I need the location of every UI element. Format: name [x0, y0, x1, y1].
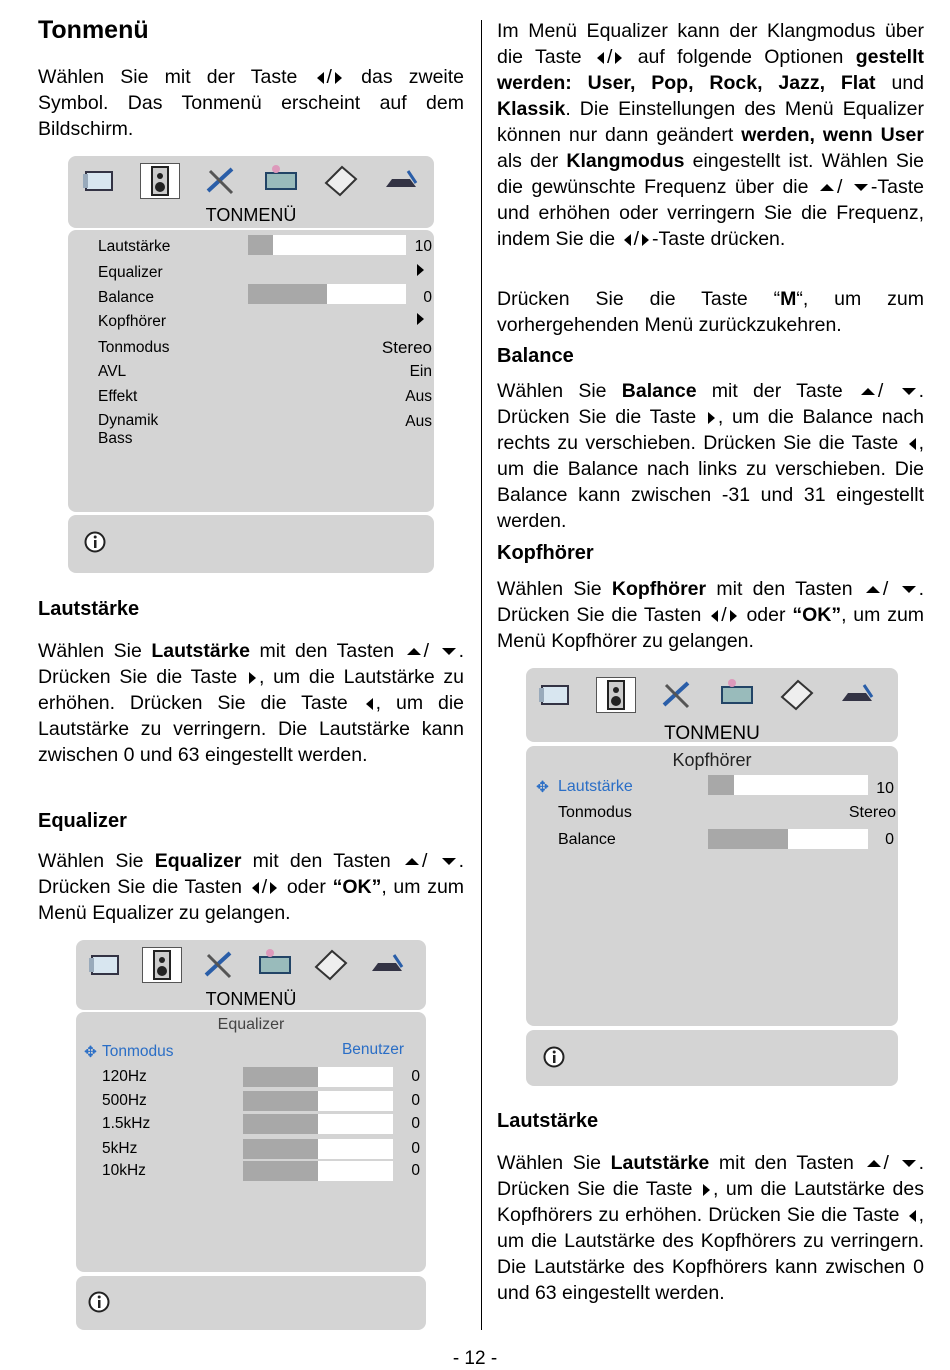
- text: , um die Balance nach links zu verschieben. Die Balance kann zwischen -31 und 31 eingestellt werden.: [497, 432, 924, 532]
- submenu-title-kopfhoerer: Kopfhörer: [672, 750, 752, 770]
- eq-band-value: 0: [411, 1162, 420, 1179]
- eq-band-bar[interactable]: [243, 1067, 393, 1087]
- text: mit den Tasten: [252, 850, 391, 872]
- kh-lautstaerke-paragraph: Wählen Sie Lautstärke mit den Tasten / . Drücken Sie die Taste , um die Lautstärke des Kopfhörers zu erhöhen. Drücken Sie die Taste , um die Lautstärke des Kopfhörers zu verringern. Die Lautstärke des Kopfhörers kann zwischen 0 und 63 eingestellt werden.: [497, 1152, 925, 1304]
- bold-text: “OK”: [332, 876, 382, 898]
- text: . Drücken Sie die Tasten: [497, 578, 925, 626]
- menu-title-1: TONMENÜ: [205, 205, 297, 225]
- speaker-icon[interactable]: [596, 677, 636, 713]
- text: Wählen Sie: [497, 380, 607, 402]
- down-arrow-icon: [902, 586, 916, 593]
- lautstaerke-bar[interactable]: [248, 235, 406, 255]
- left-arrow-icon: [909, 1210, 916, 1222]
- eq-band-bar[interactable]: [243, 1114, 393, 1134]
- section-heading-balance: Balance: [497, 345, 574, 367]
- text: , um die Balance nach rechts zu verschieben. Drücken Sie die Taste: [497, 406, 925, 454]
- right-arrow-icon: [730, 610, 737, 622]
- eq-band-label[interactable]: 10kHz: [102, 1162, 146, 1179]
- text: auf folgende Optionen: [637, 46, 844, 68]
- menu-icons-1: [80, 163, 442, 199]
- row-lautstaerke[interactable]: Lautstärke: [98, 238, 171, 255]
- effekt-value: Aus: [405, 388, 432, 405]
- info-icon: [84, 531, 106, 553]
- text: Drücken Sie die Taste “: [497, 288, 781, 310]
- avl-value: Ein: [409, 363, 432, 380]
- eq-band-label[interactable]: 5kHz: [102, 1140, 138, 1157]
- submenu-arrow-icon: [417, 264, 424, 276]
- source-icon[interactable]: [312, 947, 350, 981]
- kh-lautstaerke-bar[interactable]: [708, 775, 868, 795]
- bold-text: M: [780, 288, 797, 310]
- right-arrow-icon: [708, 412, 715, 424]
- speaker-icon[interactable]: [142, 947, 182, 983]
- menu-title-2: TONMENÜ: [205, 989, 297, 1009]
- eq-band-bar-fill: [243, 1091, 318, 1111]
- text: Im Menü Equalizer kann der Klangmodus über die Taste: [497, 20, 924, 68]
- row-avl[interactable]: AVL: [98, 363, 127, 380]
- submenu-title-equalizer: Equalizer: [217, 1016, 285, 1033]
- column-divider: [481, 20, 482, 1330]
- text: als der: [497, 150, 559, 172]
- submenu-arrow-icon: [417, 313, 424, 325]
- menu-icons-3: [536, 677, 898, 713]
- kh-balance-value: 0: [885, 831, 894, 848]
- balance-bar-fill: [248, 284, 327, 304]
- balance-paragraph: Wählen Sie Balance mit der Taste / . Drücken Sie die Taste , um die Balance nach rechts zu verschieben. Drücken Sie die Taste , um die Balance nach links zu verschieben. Die Balance kann zwischen -31 und 31 eingestellt werden.: [497, 380, 925, 532]
- text: mit der Taste: [711, 380, 843, 402]
- text: “, um zum vorhergehenden Menü zurückzukehren.: [497, 288, 924, 336]
- intro-text-2: das zweite Symbol. Das Tonmenü erscheint auf dem Bildschirm.: [38, 66, 465, 140]
- up-arrow-icon: [867, 1160, 881, 1167]
- eq-band-label[interactable]: 500Hz: [102, 1092, 147, 1109]
- up-arrow-icon: [861, 388, 875, 395]
- text: Wählen Sie: [38, 640, 142, 662]
- right-arrow-icon: [703, 1184, 710, 1196]
- text: mit den Tasten: [718, 1152, 854, 1174]
- lautstaerke-paragraph: Wählen Sie Lautstärke mit den Tasten / . Drücken Sie die Taste , um die Lautstärke zu erhöhen. Drücken Sie die Taste , um die Lautstärke zu verringern. Die Lautstärke kann zwischen 0 und 63 eingestellt werden.: [38, 640, 464, 766]
- down-arrow-icon: [854, 184, 868, 191]
- settings-tools-icon[interactable]: [200, 947, 238, 981]
- lautstaerke-value: 10: [414, 238, 432, 255]
- eq-band-label[interactable]: 120Hz: [102, 1068, 147, 1085]
- info-bar-2: [76, 1276, 426, 1330]
- text: Wählen Sie: [497, 578, 602, 600]
- eq-band-bar-fill: [243, 1139, 318, 1159]
- info-bar-1: [68, 515, 434, 573]
- text: , um die Lautstärke des Kopfhörers zu verringern. Die Lautstärke des Kopfhörers kann zwischen 0 und 63 eingestellt werden.: [497, 1204, 924, 1304]
- selector-cross-icon: ✥: [536, 779, 549, 796]
- text: oder: [286, 876, 326, 898]
- source-ship-icon[interactable]: [382, 163, 420, 197]
- left-arrow-icon: [909, 438, 916, 450]
- install-icon[interactable]: [718, 677, 756, 711]
- up-arrow-icon: [407, 648, 421, 655]
- text: , um zum Menü Kopfhörer zu gelangen.: [497, 604, 925, 652]
- eq-band-value: 0: [411, 1068, 420, 1085]
- right-arrow-icon: [270, 882, 277, 894]
- section-heading-lautstaerke-kopfhoerer: Lautstärke: [497, 1110, 599, 1132]
- lautstaerke-bar-fill: [248, 235, 273, 255]
- eq-band-bar[interactable]: [243, 1139, 393, 1159]
- eq-band-bar-fill: [243, 1067, 318, 1087]
- intro-paragraph: Wählen Sie mit der Taste / das zweite Symbol. Das Tonmenü erscheint auf dem Bildschirm.: [38, 66, 465, 140]
- equalizer-paragraph: Wählen Sie Equalizer mit den Tasten / . Drücken Sie die Tasten / oder “OK”, um zum Menü Equalizer zu gelangen.: [38, 850, 465, 924]
- row-kh-tonmodus[interactable]: Tonmodus: [558, 804, 632, 821]
- text: eingestellt ist. Wählen Sie die gewünschte Frequenz über die: [497, 150, 925, 198]
- back-paragraph: [497, 286, 924, 338]
- right-arrow-icon: [615, 52, 622, 64]
- left-arrow-icon: [317, 72, 324, 84]
- picture-icon[interactable]: [86, 947, 124, 981]
- text: . Die Einstellungen des Menü Equalizer können nur dann geändert: [497, 98, 924, 146]
- bold-text: gestellt werden: User, Pop, Rock, Jazz, Flat: [497, 46, 925, 94]
- eq-band-value: 0: [411, 1115, 420, 1132]
- page-number: - 12 -: [452, 1348, 498, 1369]
- eq-band-bar[interactable]: [243, 1091, 393, 1111]
- row-balance[interactable]: Balance: [98, 289, 155, 306]
- row-tonmodus[interactable]: Tonmodus: [98, 339, 170, 356]
- left-arrow-icon: [366, 698, 373, 710]
- text: und: [891, 72, 925, 94]
- bold-text: Equalizer: [154, 850, 242, 872]
- up-arrow-icon: [820, 184, 834, 191]
- menu-icons-2: [86, 947, 424, 983]
- down-arrow-icon: [442, 858, 456, 865]
- text: Drücken Sie die Taste: [497, 406, 697, 428]
- info-bar-3: [526, 1030, 898, 1086]
- menu-title-3: TONMENU: [664, 723, 760, 744]
- source-icon[interactable]: [322, 163, 360, 197]
- down-arrow-icon: [902, 388, 916, 395]
- right-arrow-icon: [249, 672, 256, 684]
- eq-mode-value: Benutzer: [341, 1041, 404, 1058]
- row-eq-tonmodus[interactable]: Tonmodus: [102, 1043, 174, 1060]
- row-effekt[interactable]: Effekt: [98, 388, 138, 405]
- down-arrow-icon: [442, 648, 456, 655]
- row-kh-balance[interactable]: Balance: [558, 831, 616, 848]
- speaker-icon[interactable]: [140, 163, 180, 199]
- equalizer-modes-paragraph: Im Menü Equalizer kann der Klangmodus über die Taste / auf folgende Optionen gestellt werden: User, Pop, Rock, Jazz, Flat und Klassik. Die Einstellungen des Menü Equalizer können nur dann geändert werden, wenn User als der Klangmodus eingestellt ist. Wählen Sie die gewünschte Frequenz über die / -Taste und erhöhen oder verringern Sie die Frequenz, indem Sie die / -Taste drücken.: [497, 20, 925, 250]
- up-arrow-icon: [405, 858, 419, 865]
- kh-balance-bar-fill: [708, 829, 788, 849]
- settings-tools-icon[interactable]: [202, 163, 240, 197]
- up-arrow-icon: [866, 586, 880, 593]
- kh-tonmodus-value: Stereo: [848, 804, 896, 821]
- eq-band-label[interactable]: 1.5kHz: [102, 1115, 151, 1132]
- text: -Taste und erhöhen oder verringern Sie die Frequenz, indem Sie die: [497, 176, 924, 250]
- row-equalizer[interactable]: Equalizer: [98, 264, 163, 281]
- text: Wählen Sie: [497, 1152, 601, 1174]
- text: . Drücken Sie die Tasten: [38, 850, 464, 898]
- right-arrow-icon: [335, 72, 342, 84]
- eq-band-bar-fill: [243, 1161, 318, 1181]
- selector-cross-icon: ✥: [84, 1044, 97, 1061]
- bold-text: werden, wenn User: [741, 124, 924, 146]
- source-ship-icon[interactable]: [368, 947, 406, 981]
- text: mit den Tasten: [716, 578, 853, 600]
- picture-icon[interactable]: [536, 677, 574, 711]
- eq-band-bar[interactable]: [243, 1161, 393, 1181]
- balance-value: 0: [423, 289, 432, 306]
- balance-bar[interactable]: [248, 284, 406, 304]
- left-arrow-icon: [252, 882, 259, 894]
- kh-lautstaerke-bar-fill: [708, 775, 734, 795]
- install-icon[interactable]: [256, 947, 294, 981]
- eq-band-bar-fill: [243, 1114, 318, 1134]
- bold-text: Lautstärke: [151, 640, 250, 662]
- row-kopfhoerer[interactable]: Kopfhörer: [98, 313, 167, 330]
- bold-text: Balance: [621, 380, 697, 402]
- text: , um zum Menü Equalizer zu gelangen.: [38, 876, 465, 924]
- row-dynamik-bass[interactable]: Dynamik Bass: [98, 412, 159, 447]
- eq-band-value: 0: [411, 1140, 420, 1157]
- page-heading: Tonmenü: [38, 16, 149, 44]
- picture-icon[interactable]: [80, 163, 118, 197]
- tonmodus-value: Stereo: [381, 338, 432, 357]
- kopfhoerer-paragraph: Wählen Sie Kopfhörer mit den Tasten / . Drücken Sie die Tasten / oder “OK”, um zum Menü Kopfhörer zu gelangen.: [497, 578, 925, 652]
- down-arrow-icon: [902, 1160, 916, 1167]
- kh-balance-bar[interactable]: [708, 829, 868, 849]
- text: , um die Lautstärke des Kopfhörers zu erhöhen. Drücken Sie die Taste: [497, 1178, 924, 1226]
- bold-text: Kopfhörer: [611, 578, 707, 600]
- row-kh-lautstaerke[interactable]: Lautstärke: [558, 778, 633, 795]
- bold-text: “OK”: [792, 604, 842, 626]
- bold-text: Klassik: [497, 98, 566, 120]
- text: oder: [746, 604, 786, 626]
- bold-text: Klangmodus: [566, 150, 685, 172]
- section-heading-equalizer: Equalizer: [38, 810, 127, 832]
- text: -Taste drücken.: [652, 228, 786, 250]
- source-icon[interactable]: [778, 677, 816, 711]
- bold-text: Lautstärke: [610, 1152, 710, 1174]
- text: . Drücken Sie die Taste: [38, 640, 464, 688]
- kh-lautstaerke-value: 10: [876, 780, 894, 797]
- text: Wählen Sie: [38, 850, 144, 872]
- text: . Drücken Sie die Taste: [497, 1152, 925, 1200]
- section-heading-kopfhoerer: Kopfhörer: [497, 542, 594, 564]
- text: , um die Lautstärke zu erhöhen. Drücken Sie die Taste: [38, 666, 464, 714]
- right-arrow-icon: [642, 234, 649, 246]
- install-icon[interactable]: [262, 163, 300, 197]
- source-ship-icon[interactable]: [838, 677, 876, 711]
- text: mit den Tasten: [259, 640, 395, 662]
- info-icon: [543, 1046, 565, 1068]
- dynamik-bass-value: Aus: [405, 413, 432, 430]
- info-icon: [88, 1291, 110, 1313]
- intro-text-1: Wählen Sie mit der Taste: [38, 66, 298, 88]
- eq-band-value: 0: [411, 1092, 420, 1109]
- left-arrow-icon: [597, 52, 604, 64]
- text: , um die Lautstärke zu verringern. Die Lautstärke kann zwischen 0 und 63 eingestellt werden.: [38, 692, 464, 766]
- section-heading-lautstaerke: Lautstärke: [38, 598, 140, 620]
- settings-tools-icon[interactable]: [658, 677, 696, 711]
- left-arrow-icon: [711, 610, 718, 622]
- left-arrow-icon: [624, 234, 631, 246]
